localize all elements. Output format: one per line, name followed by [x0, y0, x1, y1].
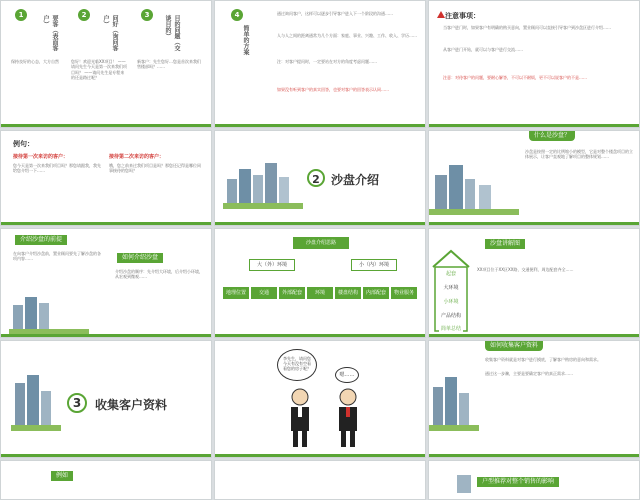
approach-item-1: 地理位置 — [223, 287, 249, 299]
footer-bar — [429, 454, 639, 457]
step-4-circle: 4 — [231, 9, 243, 21]
slide-14[interactable] — [214, 460, 426, 500]
speech-bubble-2: 嗯…… — [335, 367, 359, 383]
businessman-figure-1 — [285, 387, 315, 451]
big-environment-box: 大（外）环境 — [249, 259, 295, 271]
slide3-body2: 从客户进门开始，就可以与客户进行交流…… — [443, 47, 523, 52]
footer-bar — [215, 124, 425, 127]
slide4-sub1: 接待第一次来访的客户： — [13, 154, 69, 160]
section-2-circle: 2 — [307, 169, 325, 187]
slide4-col2: 哦，您之前来过我们项目是吗？那您还记得是哪位同事接待的您吗？ — [109, 163, 201, 174]
house-label-4: 产品结构 — [440, 313, 461, 319]
city-skyline-image — [429, 155, 519, 215]
slide4-col1: 您今天是第一次来我们项目吗？那您请跟我，我先给您介绍一下…… — [13, 163, 101, 174]
footer-bar — [215, 334, 425, 337]
slide6-body: 沙盘是按照一定的比例缩小的模型，它是对整个楼盘项目的立体展示，让客户直观地了解项目的整体规划…… — [525, 149, 633, 160]
slide12-body1: 收集客户资料就是对客户进行摸底，了解客户购房的意向和需求。 — [485, 357, 601, 362]
slide7-body2: 介绍沙盘的顺序：先介绍大环境，后介绍小环境，从宏观到微观…… — [115, 269, 203, 280]
footer-bar — [429, 334, 639, 337]
footer-bar — [1, 124, 211, 127]
section-2-title: 沙盘介绍 — [331, 173, 380, 187]
slide-6[interactable] — [428, 130, 640, 226]
slide-15[interactable] — [428, 460, 640, 500]
slide4-title: 例句： — [13, 140, 34, 148]
slide3-body1: 当客户进门时，如果客户有明确的购买意向，置业顾问可以直接引导客户到沙盘区进行介绍…… — [443, 25, 611, 30]
slide9-tab: 沙盘讲解图 — [485, 239, 525, 249]
slide-13[interactable] — [0, 460, 212, 500]
footer-bar — [1, 454, 211, 457]
slide12-body2: 通过这一步骤，主要是要确定客户的真正需求…… — [485, 371, 573, 376]
slide-11[interactable] — [214, 340, 426, 458]
approach-item-5: 楼盘结构 — [335, 287, 361, 299]
approach-item-7: 物业服务 — [391, 287, 417, 299]
section-3-title: 收集客户资料 — [95, 398, 168, 412]
step-3-heading: 目的问题（交谈目的） — [164, 15, 180, 51]
slide-8[interactable] — [214, 228, 426, 338]
footer-bar — [1, 334, 211, 337]
slide-2[interactable] — [214, 0, 426, 128]
approach-item-3: 外部配套 — [279, 287, 305, 299]
sandtable-approach-title: 沙盘介绍思路 — [293, 237, 349, 249]
step-4-heading: 简单的方案 — [242, 25, 249, 55]
approach-item-2: 交通 — [251, 287, 277, 299]
approach-item-6: 内部配套 — [363, 287, 389, 299]
step-2-heading: 问好（询问客户） — [102, 15, 118, 51]
house-label-3: 小环境 — [439, 297, 463, 307]
slide2-body2: 人与人之间的距离通常为几个方面：家庭、事业、兴趣、工作、收入、学历…… — [277, 33, 417, 38]
slide-3[interactable] — [428, 0, 640, 128]
slide7-body1: 在向客户介绍沙盘前，置业顾问要先了解沙盘的各项内容…… — [13, 251, 101, 262]
slide2-red-note: 如果没有听到客户的真实回答，也要对客户的回答表示认同…… — [277, 87, 389, 92]
slide-9[interactable] — [428, 228, 640, 338]
house-label-5: 简单总结 — [440, 326, 461, 332]
businessman-figure-2 — [333, 387, 363, 451]
city-skyline-image — [223, 151, 303, 211]
slide-12[interactable] — [428, 340, 640, 458]
slide2-body3: 注：对客户提问时，一定要站在对方的角度考虑问题…… — [277, 59, 377, 64]
section-3-circle: 3 — [67, 393, 87, 413]
step-3-circle: 3 — [141, 9, 153, 21]
footer-bar — [215, 222, 425, 225]
house-label-2: 大环境 — [439, 283, 463, 293]
slide2-body1: 通过询问客户，这样可以逐步引导客户进入下一个阶段的沟通…… — [277, 11, 393, 16]
city-skyline-image — [9, 295, 89, 335]
slide3-title: 注意事项： — [445, 12, 480, 20]
step-2-text: 您好！欢迎光临XX项目！ ——请问先生今天是第一次来我们项目吗？ ——请问先生是专程来的还是路过呢？ — [71, 59, 127, 81]
slide-10[interactable] — [0, 340, 212, 458]
step-3-text: 新客户：先生您好…您是首次来我们售楼部吗？…… — [137, 59, 201, 70]
city-skyline-image — [11, 371, 61, 431]
step-1-heading: 要客（表面客户） — [42, 15, 58, 51]
house-label-1: 起套 — [439, 269, 463, 279]
footer-bar — [1, 222, 211, 225]
building-icon — [457, 475, 471, 493]
slide-5[interactable] — [214, 130, 426, 226]
slide-4[interactable] — [0, 130, 212, 226]
warning-icon — [437, 11, 445, 18]
step-1-circle: 1 — [15, 9, 27, 21]
slide-7[interactable] — [0, 228, 212, 338]
city-skyline-image — [429, 371, 479, 431]
slide12-tab: 如何收集客户资料 — [485, 341, 543, 351]
slide6-title-tab: 什么是沙盘？ — [529, 131, 575, 141]
slide9-body: XX项目位于XX区XX路，交通便利，周边配套齐全…… — [477, 267, 574, 272]
slide7-tab2: 如何介绍沙盘 — [117, 253, 163, 263]
slide3-red-note: 注意：对待客户的问题，要耐心解答，不可以不耐烦，更不可以说客户的不是…… — [443, 75, 587, 80]
small-environment-box: 小（内）环境 — [351, 259, 397, 271]
speech-bubble-1: 李先生，请问您今天有没有空看看您的房子呢？ — [277, 349, 317, 381]
step-1-text: 保持良好的心态，大方自然 — [11, 59, 59, 64]
slide7-tab1: 介绍沙盘的前提 — [15, 235, 67, 245]
approach-item-4: 环境 — [307, 287, 333, 299]
slide4-sub2: 接待第二次来访的客户： — [109, 154, 165, 160]
slide15-title-tab: 户型推荐对整个销售的影响 — [477, 477, 559, 487]
slide-1[interactable] — [0, 0, 212, 128]
step-2-circle: 2 — [78, 9, 90, 21]
footer-bar — [215, 454, 425, 457]
footer-bar — [429, 222, 639, 225]
slide13-tab: 例如 — [51, 471, 73, 481]
footer-bar — [429, 124, 639, 127]
